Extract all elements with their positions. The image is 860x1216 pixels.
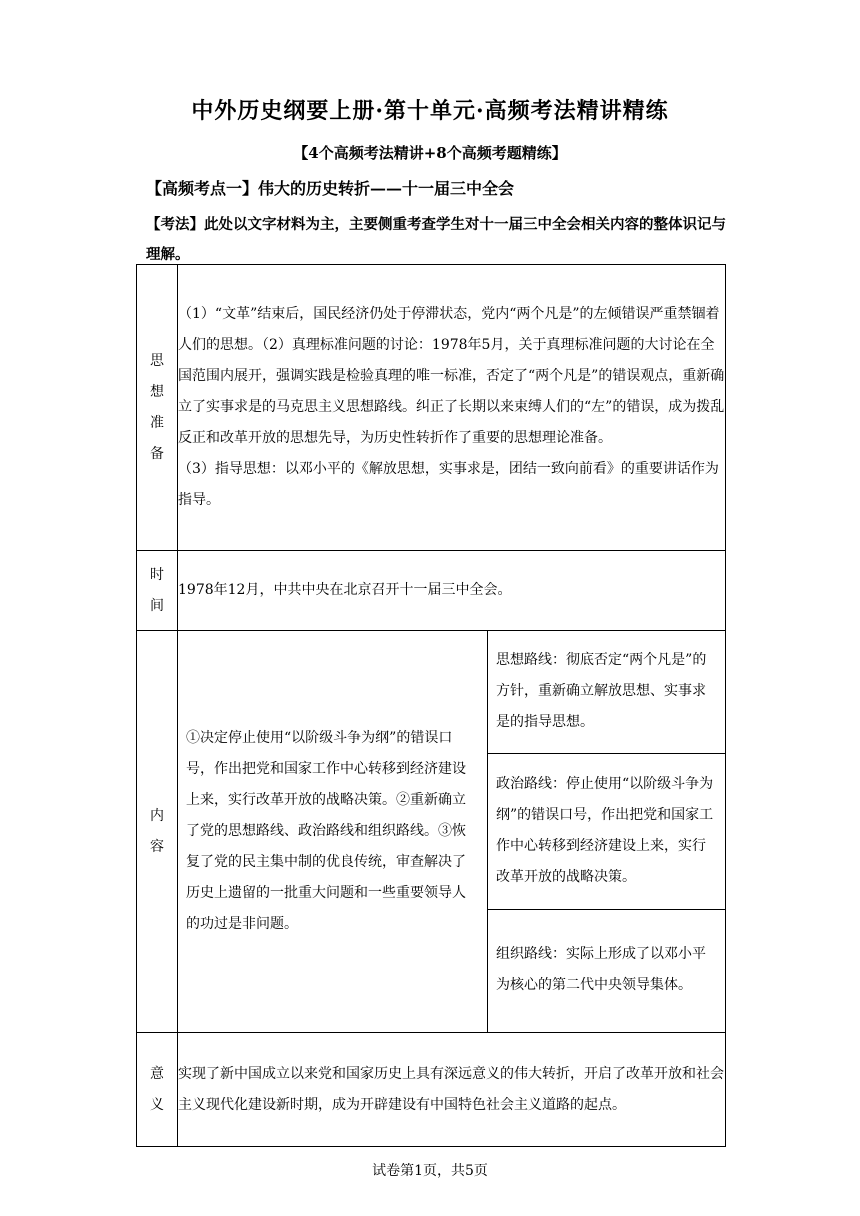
table-row xyxy=(137,551,726,631)
paragraph: （1）“文革”结束后，国民经济仍处于停滞状态，党内“两个凡是”的左倾错误严重禁锢着人们的思想。（2）真理标准问题的讨论：1978年5月，关于真理标准问题的大讨论在全国范围内展开，强调实践是检验真理的唯一标准，否定了“两个凡是”的错误观点，重新确立了实事求是的马克思主义思想路线。纠正了长期以来束缚人们的“左”的错误，成为拨乱反正和改革开放的思想先导，为历史性转折作了重要的思想理论准备。 xyxy=(178,306,725,446)
political-line: 政治路线：停止使用“以阶级斗争为纲”的错误口号，作出把党和国家工作中心转移到经济建设上来，实行改革开放的战略决策。 xyxy=(488,754,726,910)
label-char: 准 xyxy=(150,414,164,431)
content-main: ①决定停止使用“以阶级斗争为纲”的错误口号，作出把党和国家工作中心转移到经济建设上来，实行改革开放的战略决策。②重新确立了党的思想路线、政治路线和组织路线。③恢复了党的民主集中制的优良传统，审查解决了历史上遗留的一批重大问题和一些重要领导人的功过是非问题。 xyxy=(178,631,488,1032)
label-char: 想 xyxy=(150,383,164,400)
label-char: 义 xyxy=(150,1096,164,1113)
document-title: 中外历史纲要上册·第十单元·高频考法精讲精练 xyxy=(191,98,669,124)
table-row xyxy=(137,265,726,551)
page-footer: 试卷第1页，共5页 xyxy=(372,1163,488,1179)
table-row xyxy=(137,631,726,1033)
row-content xyxy=(178,265,726,551)
row-content xyxy=(178,1033,726,1147)
label-char: 内 xyxy=(150,807,164,824)
paragraph: （3）指导思想：以邓小平的《解放思想，实事求是，团结一致向前看》的重要讲话作为指导。 xyxy=(178,461,719,508)
paragraph: 1978年12月，中共中央在北京召开十一届三中全会。 xyxy=(178,582,512,598)
row-label xyxy=(137,631,178,1033)
row-label xyxy=(137,1033,178,1147)
ideological-line: 思想路线：彻底否定“两个凡是”的方针，重新确立解放思想、实事求是的指导思想。 xyxy=(496,651,707,730)
document-subtitle: 【4个高频考法精讲+8个高频考题精练】 xyxy=(293,144,567,162)
row-label xyxy=(137,551,178,631)
point-heading: 【高频考点一】伟大的历史转折——十一届三中全会 xyxy=(146,179,515,198)
label-char: 思 xyxy=(150,352,164,369)
method-label: 【考法】 xyxy=(146,216,204,233)
paragraph: 实现了新中国成立以来党和国家历史上具有深远意义的伟大转折，开启了改革开放和社会主义现代化建设新时期，成为开辟建设有中国特色社会主义道路的起点。 xyxy=(178,1065,724,1113)
summary-table xyxy=(136,264,726,1147)
organizational-line: 组织路线：实际上形成了以邓小平为核心的第二代中央领导集体。 xyxy=(488,910,726,1033)
label-char: 间 xyxy=(150,597,164,614)
row-content xyxy=(178,551,726,631)
table-row xyxy=(137,1033,726,1147)
content-subtable xyxy=(178,631,725,1032)
method-paragraph xyxy=(146,210,736,270)
label-char: 时 xyxy=(150,566,164,583)
label-char: 容 xyxy=(150,838,164,855)
row-label xyxy=(137,265,178,551)
method-text: 此处以文字材料为主，主要侧重考查学生对十一届三中全会相关内容的整体识记与理解。 xyxy=(146,216,726,263)
label-char: 意 xyxy=(150,1065,164,1082)
row-content xyxy=(178,631,726,1033)
label-char: 备 xyxy=(150,445,164,462)
